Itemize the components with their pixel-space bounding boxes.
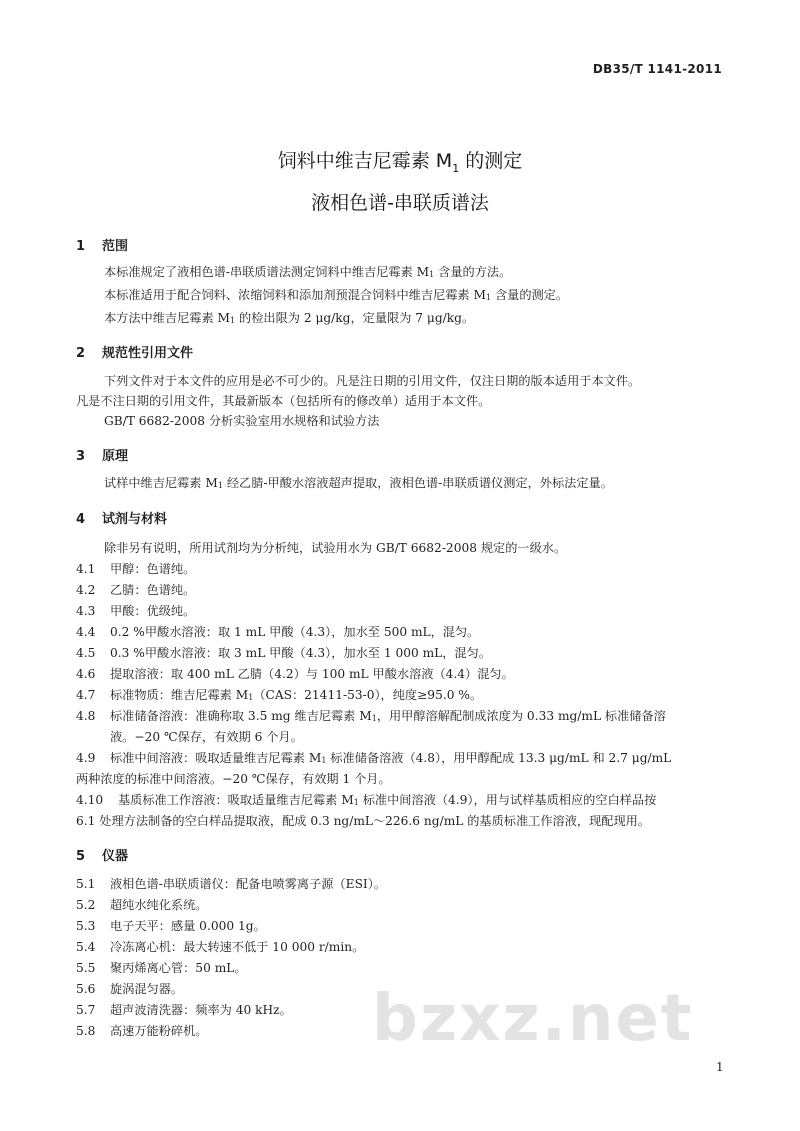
watermark: bzxz.net	[372, 982, 694, 1056]
paragraph: 下列文件对于本文件的应用是必不可少的。凡是注日期的引用文件，仅注日期的版本适用于本文件。	[104, 374, 641, 388]
list-item: 4.1 甲醇：色谱纯。	[76, 562, 196, 576]
list-item: 4.3 甲酸：优级纯。	[76, 604, 196, 618]
list-item: 4.7 标准物质：维吉尼霉素 $M_1(CAS$：21411-53-0），纯度≥95.0 %。	[76, 688, 483, 702]
paragraph: 本方法中维吉尼霉素 $M_1$ 的检出限为 2 μg/kg，定量限为 7 μg/kg。	[104, 311, 475, 325]
list-item: 4.2 乙腈：色谱纯。	[76, 583, 196, 597]
list-item: 5.3 电子天平：感量 0.000 1g。	[76, 919, 266, 933]
section-heading-references: 2 规范性引用文件	[76, 346, 194, 361]
list-item: 5.5 聚丙烯离心管：50 mL。	[76, 961, 247, 975]
paragraph: 本标准规定了液相色谱-串联质谱法测定饲料中维吉尼霉素 $M_1$ 含量的方法。	[104, 265, 512, 279]
section-heading-scope: 1 范围	[76, 239, 129, 254]
list-item: 5.7 超声波清洗器：频率为 40 kHz。	[76, 1003, 292, 1017]
document-subtitle: 液相色谱-串联质谱法	[311, 192, 489, 214]
paragraph: 除非另有说明，所用试剂均为分析纯，试验用水为 GB/T 6682-2008 规定的一级水。	[104, 541, 567, 555]
list-item-continuation: 6.1 处理方法制备的空白样品提取液，配成 0.3 ng/mL～226.6 ng/mL 的基质标准工作溶液，现配现用。	[76, 814, 651, 828]
list-item: 4.9 标准中间溶液：吸取适量维吉尼霉素 $M_1$ 标准储备溶液（4.8），用甲醇配成 13.3 μg/mL 和 2.7 μg/mL	[76, 751, 672, 765]
section-heading-reagents: 4 试剂与材料	[76, 512, 168, 527]
paragraph: 本标准适用于配合饲料、浓缩饲料和添加剂预混合饲料中维吉尼霉素 $M_1$ 含量的测定。	[104, 288, 569, 302]
list-item-continuation: 液。−20 ℃保存，有效期 6 个月。	[110, 730, 303, 744]
list-item-continuation: 两种浓度的标准中间溶液。−20 ℃保存，有效期 1 个月。	[76, 772, 391, 786]
list-item: 5.4 冷冻离心机：最大转速不低于 10 000 r/min。	[76, 940, 365, 954]
list-item: 4.10 基质标准工作溶液：吸取适量维吉尼霉素 $M_1$ 标准中间溶液（4.9），用与试样基质相应的空白样品按	[76, 793, 657, 807]
document-title: 饲料中维吉尼霉素 $M_1$ 的测定	[277, 150, 523, 175]
section-heading-principle: 3 原理	[76, 449, 129, 464]
section-heading-apparatus: 5 仪器	[76, 849, 129, 864]
list-item: 5.6 旋涡混匀器。	[76, 982, 184, 996]
paragraph: 试样中维吉尼霉素 $M_1$ 经乙腈-甲酸水溶液超声提取，液相色谱-串联质谱仪测定，外标法定量。	[104, 476, 613, 490]
list-item: 4.6 提取溶液：取 400 mL 乙腈（4.2）与 100 mL 甲酸水溶液（4.4）混匀。	[76, 667, 514, 681]
list-item: 4.4 0.2 %甲酸水溶液：取 1 mL 甲酸（4.3），加水至 500 mL，混匀。	[76, 625, 480, 639]
list-item: 5.8 高速万能粉碎机。	[76, 1024, 208, 1038]
list-item: 5.2 超纯水纯化系统。	[76, 898, 208, 912]
paragraph: 凡是不注日期的引用文件，其最新版本（包括所有的修改单）适用于本文件。	[76, 394, 491, 408]
list-item: 5.1 液相色谱-串联质谱仪：配备电喷雾离子源（ESI）。	[76, 877, 387, 891]
list-item: 4.5 0.3 %甲酸水溶液：取 3 mL 甲酸（4.3），加水至 1 000 mL，混匀。	[76, 646, 491, 660]
reference-item: GB/T 6682-2008 分析实验室用水规格和试验方法	[104, 414, 380, 428]
page-number: 1	[716, 1060, 724, 1074]
list-item: 4.8 标准储备溶液：准确称取 3.5 mg 维吉尼霉素 $M_1$，用甲醇溶解配制成浓度为 0.33 mg/mL 标准储备溶	[76, 709, 666, 723]
document-code: DB35/T 1141-2011	[592, 62, 722, 76]
